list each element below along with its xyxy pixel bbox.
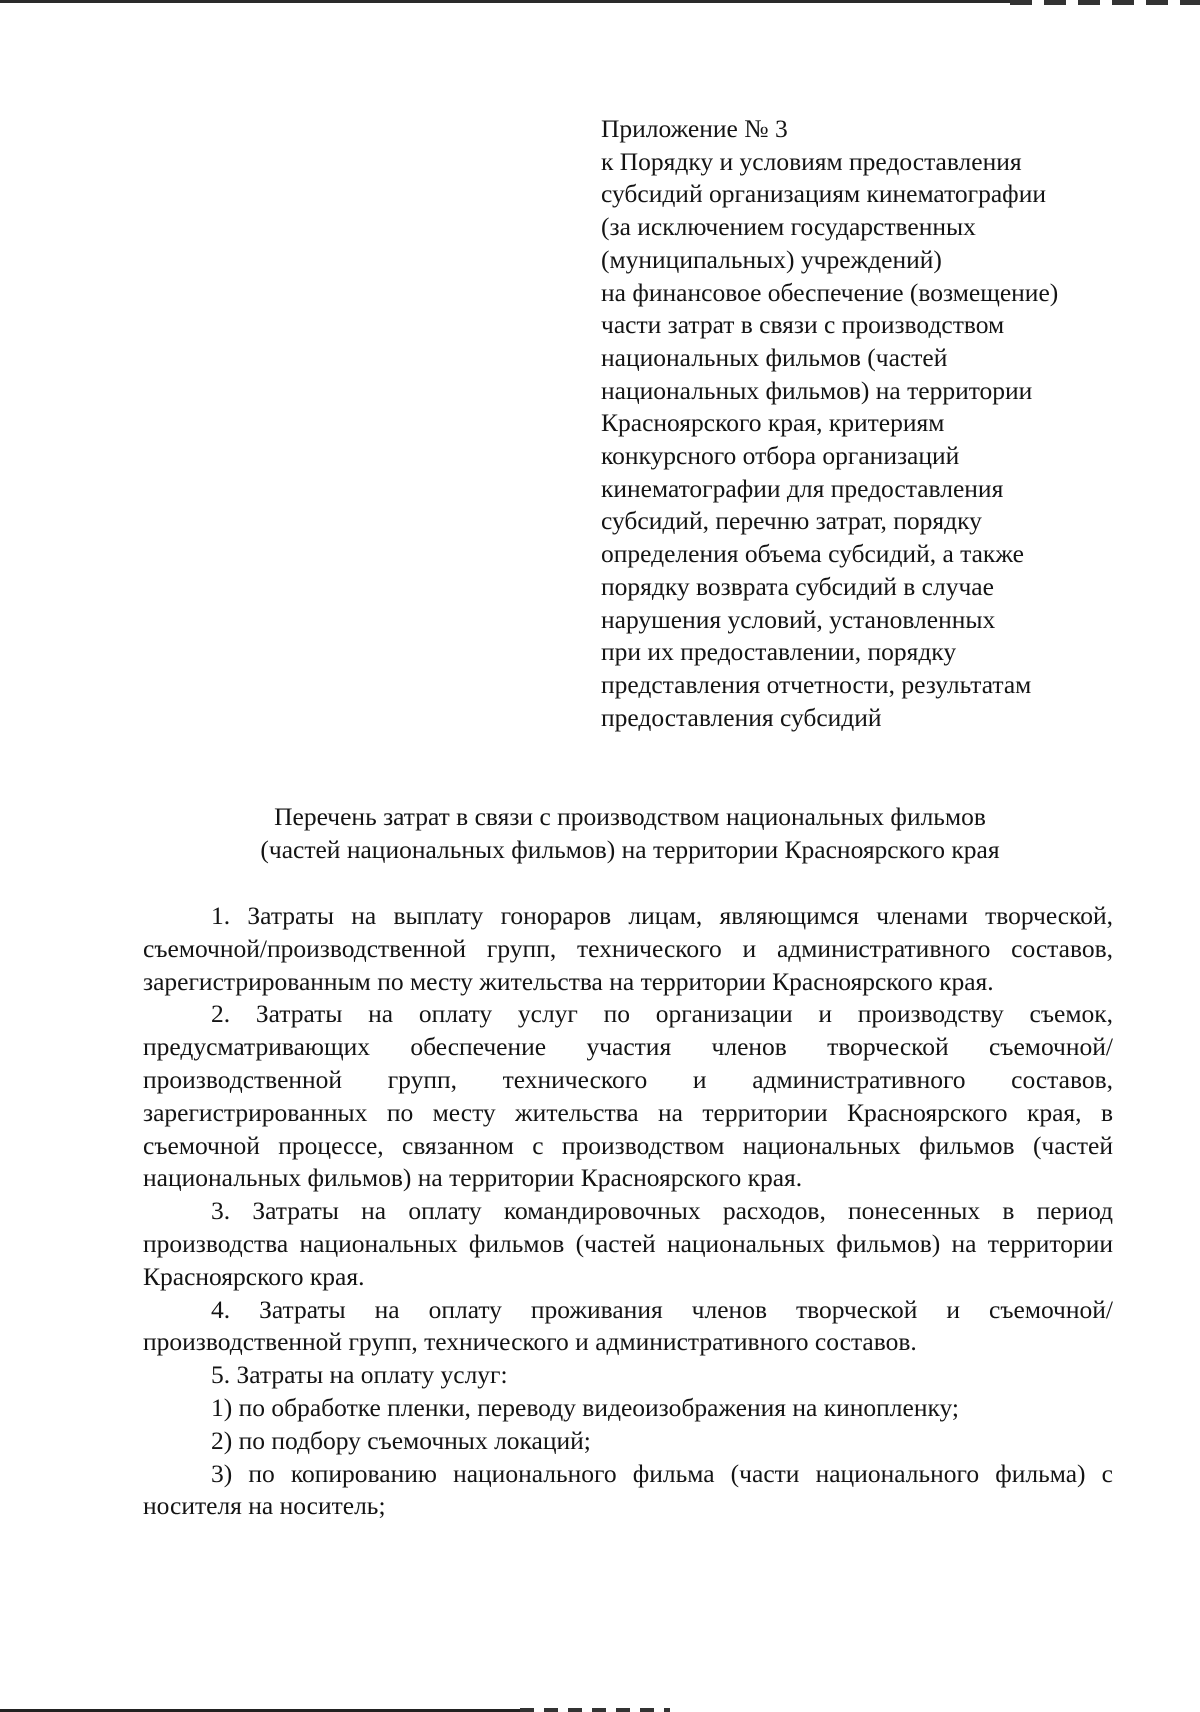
- appendix-line: (за исключением государственных: [601, 212, 976, 242]
- appendix-line: субсидий организациям кинематографии: [601, 179, 1046, 209]
- appendix-line: на финансовое обеспечение (возмещение): [601, 277, 1059, 307]
- appendix-line: национальных фильмов (частей: [601, 342, 948, 372]
- cost-item-1: 1. Затраты на выплату гонораров лицам, являющимся членами творческой, съемочной/производственной групп, технического и административного составов, зарегистрированным по месту жительства на территории Красноярского края.: [143, 901, 1113, 996]
- scan-edge-marks-top: [1010, 0, 1200, 5]
- appendix-line: национальных фильмов) на территории: [601, 375, 1033, 405]
- appendix-line: кинематографии для предоставления: [601, 473, 1004, 503]
- appendix-line: к Порядку и условиям предоставления: [601, 146, 1022, 176]
- appendix-line: Приложение № 3: [601, 114, 788, 143]
- cost-item-3: 3. Затраты на оплату командировочных расходов, понесенных в период производства национальных фильмов (частей национальных фильмов) на территории Красноярского края.: [143, 1196, 1113, 1291]
- appendix-line: при их предоставлении, порядку: [601, 637, 957, 667]
- cost-item-5: 5. Затраты на оплату услуг:: [211, 1360, 508, 1390]
- service-item-3: 3) по копированию национального фильма (части национального фильма) с носителя на носитель;: [143, 1458, 1113, 1521]
- service-item-1: 1) по обработке пленки, переводу видеоизображения на кинопленку;: [211, 1392, 960, 1422]
- appendix-line: конкурсного отбора организаций: [601, 441, 960, 471]
- appendix-line: (муниципальных) учреждений): [601, 244, 942, 274]
- service-item-2: 2) по подбору съемочных локаций;: [211, 1425, 591, 1455]
- document-title-line-1: Перечень затрат в связи с производством национальных фильмов: [274, 802, 986, 831]
- document-title: [150, 800, 1110, 866]
- cost-item-4: 4. Затраты на оплату проживания членов творческой и съемочной/ производственной групп, технического и административного составов.: [143, 1294, 1113, 1357]
- appendix-line: предоставления субсидий: [601, 702, 882, 732]
- appendix-line: части затрат в связи с производством: [601, 310, 1005, 340]
- appendix-line: Красноярского края, критериям: [601, 408, 945, 438]
- appendix-line: субсидий, перечню затрат, порядку: [601, 506, 982, 536]
- appendix-line: определения объема субсидий, а также: [601, 539, 1024, 569]
- document-title-line-2: (частей национальных фильмов) на территории Красноярского края: [260, 835, 1000, 864]
- appendix-line: нарушения условий, установленных: [601, 604, 996, 634]
- appendix-line: порядку возврата субсидий в случае: [601, 571, 994, 601]
- appendix-header: [601, 113, 1121, 734]
- appendix-line: представления отчетности, результатам: [601, 669, 1032, 699]
- scan-edge-marks-bottom: [520, 1708, 670, 1712]
- cost-item-2: 2. Затраты на оплату услуг по организации и производству съемок, предусматривающих обеспечение участия членов творческой съемочной/производственной групп, технического и административного составов, зарегистрированных по месту жительства на территории Красноярского края, в съемочной процессе, связанном с производством национальных фильмов (частей национальных фильмов) на территории Красноярского края.: [143, 999, 1113, 1193]
- document-body: [143, 900, 1113, 1523]
